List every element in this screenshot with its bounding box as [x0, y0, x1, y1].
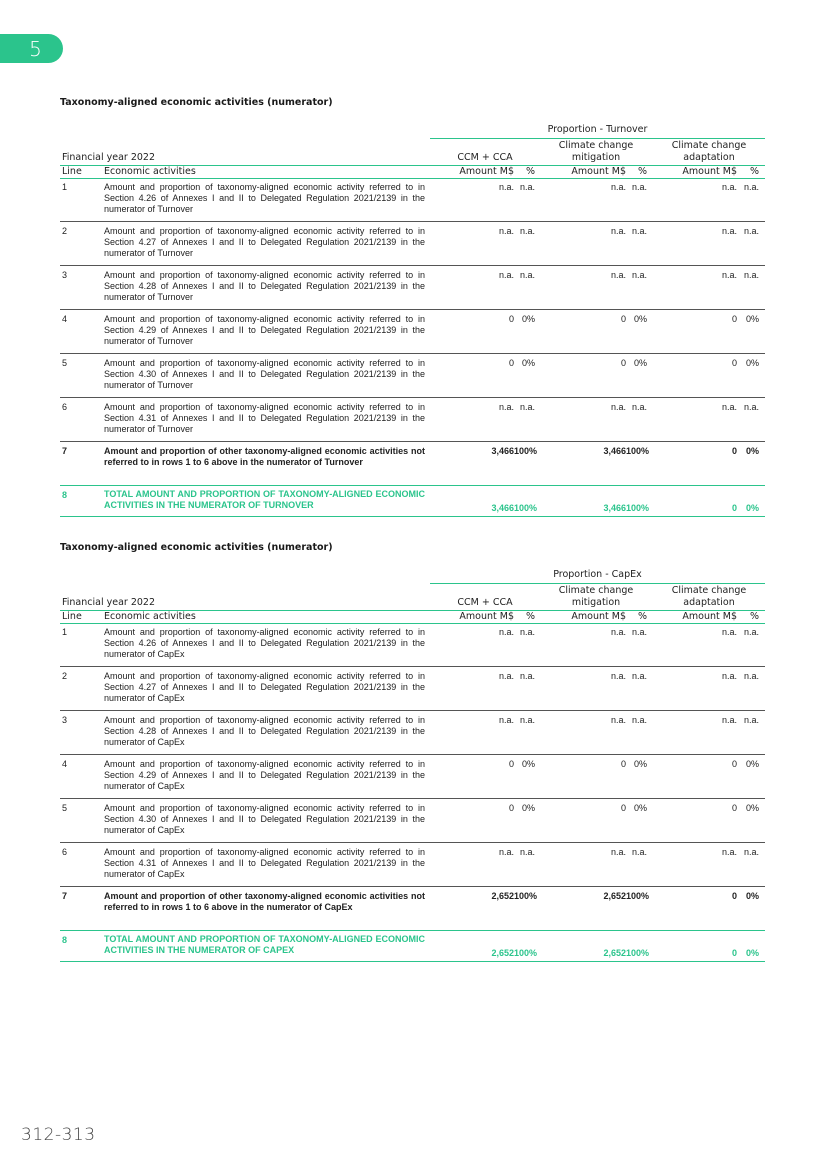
row-amount-adaptation: 0: [731, 314, 737, 324]
row-pct-mitigation: n.a.: [631, 847, 647, 857]
col-amount: Amount M$: [571, 166, 626, 177]
row-pct-mitigation: n.a.: [631, 402, 647, 412]
row-amount-mitigation: n.a.: [610, 182, 626, 192]
row-line: 3: [62, 270, 68, 280]
col-activities: Economic activities: [104, 166, 196, 177]
group-ccm-cca: CCM + CCA: [457, 152, 513, 163]
group-adaptation: Climate change adaptation: [671, 585, 747, 608]
row-amount-ccm-cca: n.a.: [498, 226, 514, 236]
total-amount-adaptation: 0: [731, 948, 737, 958]
total-pct-adaptation: 0%: [745, 503, 759, 513]
row-activity: Amount and proportion of taxonomy-aligned economic activity referred to in Section 4.30 of Annexes I and II to Delegated Regulation 2021/2139 in the numerator of Turnover: [104, 358, 425, 390]
col-amount: Amount M$: [571, 611, 626, 622]
table-row: [60, 442, 765, 486]
total-row: [60, 931, 765, 962]
row-pct-ccm-cca: 100%: [514, 446, 538, 456]
row-amount-ccm-cca: 2,652: [491, 891, 514, 901]
row-amount-ccm-cca: 0: [508, 803, 514, 813]
col-pct: %: [637, 166, 647, 177]
row-pct-adaptation: 0%: [745, 358, 759, 368]
table-body: [60, 178, 765, 517]
col-activities: Economic activities: [104, 611, 196, 622]
row-pct-ccm-cca: 0%: [521, 803, 535, 813]
row-pct-mitigation: 100%: [626, 446, 650, 456]
col-pct: %: [749, 166, 759, 177]
row-amount-adaptation: n.a.: [721, 715, 737, 725]
table-row: [60, 398, 765, 442]
total-pct-ccm-cca: 100%: [514, 948, 538, 958]
row-pct-mitigation: n.a.: [631, 715, 647, 725]
col-amount: Amount M$: [459, 166, 514, 177]
row-amount-mitigation: n.a.: [610, 226, 626, 236]
row-line: 1: [62, 627, 68, 637]
row-activity: Amount and proportion of taxonomy-aligned economic activity referred to in Section 4.27 of Annexes I and II to Delegated Regulation 2021/2139 in the numerator of CapEx: [104, 671, 425, 703]
row-line: 7: [62, 891, 68, 901]
total-pct-mitigation: 100%: [626, 503, 650, 513]
table-row: [60, 799, 765, 843]
row-pct-adaptation: n.a.: [743, 847, 759, 857]
row-line: 6: [62, 402, 68, 412]
row-line: 7: [62, 446, 68, 456]
row-pct-ccm-cca: n.a.: [519, 671, 535, 681]
row-amount-adaptation: 0: [731, 446, 737, 456]
row-pct-ccm-cca: n.a.: [519, 715, 535, 725]
table-row: [60, 310, 765, 354]
table-row: [60, 178, 765, 222]
row-pct-ccm-cca: n.a.: [519, 270, 535, 280]
row-amount-mitigation: 0: [620, 803, 626, 813]
row-pct-adaptation: 0%: [745, 446, 759, 456]
total-amount-adaptation: 0: [731, 503, 737, 513]
col-pct: %: [637, 611, 647, 622]
turnover-table-section: [60, 97, 765, 517]
row-pct-ccm-cca: 0%: [521, 314, 535, 324]
row-amount-adaptation: n.a.: [721, 402, 737, 412]
row-pct-mitigation: 0%: [633, 314, 647, 324]
row-amount-mitigation: 0: [620, 358, 626, 368]
row-amount-ccm-cca: n.a.: [498, 627, 514, 637]
table-row: [60, 623, 765, 667]
row-line: 2: [62, 671, 68, 681]
row-pct-mitigation: 100%: [626, 891, 650, 901]
row-pct-mitigation: n.a.: [631, 671, 647, 681]
row-line: 5: [62, 803, 68, 813]
col-pct: %: [525, 166, 535, 177]
row-amount-adaptation: n.a.: [721, 847, 737, 857]
row-activity: Amount and proportion of taxonomy-aligned economic activity referred to in Section 4.29 of Annexes I and II to Delegated Regulation 2021/2139 in the numerator of Turnover: [104, 314, 425, 346]
total-pct-mitigation: 100%: [626, 948, 650, 958]
col-amount: Amount M$: [682, 611, 737, 622]
row-pct-ccm-cca: n.a.: [519, 182, 535, 192]
chapter-tab: [0, 34, 63, 63]
col-line: Line: [62, 166, 82, 177]
section-title: Taxonomy-aligned economic activities (numerator): [60, 542, 333, 553]
total-amount-mitigation: 2,652: [603, 948, 626, 958]
row-amount-mitigation: n.a.: [610, 847, 626, 857]
total-amount-mitigation: 3,466: [603, 503, 626, 513]
table-header: [60, 124, 765, 178]
row-pct-ccm-cca: 100%: [514, 891, 538, 901]
row-amount-adaptation: 0: [731, 358, 737, 368]
row-amount-adaptation: 0: [731, 803, 737, 813]
table-row: [60, 266, 765, 310]
col-line: Line: [62, 611, 82, 622]
row-amount-mitigation: n.a.: [610, 715, 626, 725]
row-pct-adaptation: n.a.: [743, 627, 759, 637]
table-row: [60, 755, 765, 799]
row-pct-mitigation: n.a.: [631, 226, 647, 236]
row-amount-ccm-cca: n.a.: [498, 402, 514, 412]
row-activity: Amount and proportion of taxonomy-aligned economic activity referred to in Section 4.27 of Annexes I and II to Delegated Regulation 2021/2139 in the numerator of Turnover: [104, 226, 425, 258]
row-activity: Amount and proportion of other taxonomy-aligned economic activities not referred to in rows 1 to 6 above in the numerator of CapEx: [104, 891, 425, 912]
col-pct: %: [749, 611, 759, 622]
row-amount-adaptation: 0: [731, 759, 737, 769]
row-amount-ccm-cca: 0: [508, 314, 514, 324]
table-row: [60, 843, 765, 887]
row-pct-adaptation: 0%: [745, 314, 759, 324]
row-activity: Amount and proportion of other taxonomy-aligned economic activities not referred to in rows 1 to 6 above in the numerator of Turnover: [104, 446, 425, 467]
row-activity: Amount and proportion of taxonomy-aligned economic activity referred to in Section 4.28 of Annexes I and II to Delegated Regulation 2021/2139 in the numerator of CapEx: [104, 715, 425, 747]
row-pct-ccm-cca: n.a.: [519, 847, 535, 857]
row-line: 3: [62, 715, 68, 725]
row-line: 6: [62, 847, 68, 857]
row-amount-ccm-cca: n.a.: [498, 715, 514, 725]
row-amount-mitigation: n.a.: [610, 671, 626, 681]
row-pct-adaptation: n.a.: [743, 270, 759, 280]
row-amount-ccm-cca: 0: [508, 759, 514, 769]
table-row: [60, 887, 765, 931]
total-row: [60, 486, 765, 517]
total-activity: TOTAL AMOUNT AND PROPORTION OF TAXONOMY-ALIGNED ECONOMIC ACTIVITIES IN THE NUMERATOR OF TURNOVER: [104, 489, 425, 510]
row-activity: Amount and proportion of taxonomy-aligned economic activity referred to in Section 4.30 of Annexes I and II to Delegated Regulation 2021/2139 in the numerator of CapEx: [104, 803, 425, 835]
row-amount-mitigation: 0: [620, 314, 626, 324]
total-line: 8: [62, 490, 68, 500]
row-amount-adaptation: n.a.: [721, 270, 737, 280]
row-amount-adaptation: n.a.: [721, 226, 737, 236]
row-amount-mitigation: n.a.: [610, 270, 626, 280]
row-pct-ccm-cca: n.a.: [519, 627, 535, 637]
row-line: 1: [62, 182, 68, 192]
row-pct-adaptation: n.a.: [743, 715, 759, 725]
row-activity: Amount and proportion of taxonomy-aligned economic activity referred to in Section 4.28 of Annexes I and II to Delegated Regulation 2021/2139 in the numerator of Turnover: [104, 270, 425, 302]
group-ccm-cca: CCM + CCA: [457, 597, 513, 608]
row-amount-mitigation: 0: [620, 759, 626, 769]
row-line: 4: [62, 314, 68, 324]
row-pct-mitigation: n.a.: [631, 182, 647, 192]
financial-year: Financial year 2022: [62, 152, 156, 163]
total-amount-ccm-cca: 3,466: [491, 503, 514, 513]
row-pct-adaptation: 0%: [745, 759, 759, 769]
table-header: [60, 569, 765, 623]
row-pct-mitigation: 0%: [633, 803, 647, 813]
row-amount-mitigation: 2,652: [603, 891, 626, 901]
row-pct-ccm-cca: n.a.: [519, 226, 535, 236]
row-amount-adaptation: n.a.: [721, 627, 737, 637]
row-line: 4: [62, 759, 68, 769]
row-pct-adaptation: n.a.: [743, 402, 759, 412]
row-activity: Amount and proportion of taxonomy-aligned economic activity referred to in Section 4.31 of Annexes I and II to Delegated Regulation 2021/2139 in the numerator of CapEx: [104, 847, 425, 879]
row-pct-mitigation: 0%: [633, 358, 647, 368]
row-amount-adaptation: n.a.: [721, 182, 737, 192]
row-pct-adaptation: 0%: [745, 891, 759, 901]
row-pct-mitigation: 0%: [633, 759, 647, 769]
chapter-number: 5: [29, 36, 42, 61]
table-row: [60, 711, 765, 755]
row-pct-adaptation: 0%: [745, 803, 759, 813]
row-amount-ccm-cca: n.a.: [498, 182, 514, 192]
row-pct-adaptation: n.a.: [743, 671, 759, 681]
total-amount-ccm-cca: 2,652: [491, 948, 514, 958]
row-pct-adaptation: n.a.: [743, 182, 759, 192]
row-amount-adaptation: n.a.: [721, 671, 737, 681]
table-body: [60, 623, 765, 962]
total-line: 8: [62, 935, 68, 945]
column-headers: [60, 165, 765, 179]
col-amount: Amount M$: [459, 611, 514, 622]
group-adaptation: Climate change adaptation: [671, 140, 747, 163]
table-row: [60, 667, 765, 711]
row-line: 2: [62, 226, 68, 236]
row-amount-ccm-cca: n.a.: [498, 847, 514, 857]
row-activity: Amount and proportion of taxonomy-aligned economic activity referred to in Section 4.26 of Annexes I and II to Delegated Regulation 2021/2139 in the numerator of Turnover: [104, 182, 425, 214]
row-pct-ccm-cca: 0%: [521, 759, 535, 769]
col-amount: Amount M$: [682, 166, 737, 177]
row-amount-adaptation: 0: [731, 891, 737, 901]
row-amount-ccm-cca: 0: [508, 358, 514, 368]
row-pct-adaptation: n.a.: [743, 226, 759, 236]
row-pct-mitigation: n.a.: [631, 270, 647, 280]
proportion-header: Proportion - CapEx: [430, 569, 765, 584]
column-headers: [60, 610, 765, 624]
row-activity: Amount and proportion of taxonomy-aligned economic activity referred to in Section 4.29 of Annexes I and II to Delegated Regulation 2021/2139 in the numerator of CapEx: [104, 759, 425, 791]
total-pct-ccm-cca: 100%: [514, 503, 538, 513]
row-amount-ccm-cca: n.a.: [498, 671, 514, 681]
row-activity: Amount and proportion of taxonomy-aligned economic activity referred to in Section 4.31 of Annexes I and II to Delegated Regulation 2021/2139 in the numerator of Turnover: [104, 402, 425, 434]
row-pct-ccm-cca: n.a.: [519, 402, 535, 412]
group-mitigation: Climate change mitigation: [558, 140, 634, 163]
group-mitigation: Climate change mitigation: [558, 585, 634, 608]
total-pct-adaptation: 0%: [745, 948, 759, 958]
page-number: 312-313: [21, 1125, 96, 1145]
table-row: [60, 354, 765, 398]
total-activity: TOTAL AMOUNT AND PROPORTION OF TAXONOMY-ALIGNED ECONOMIC ACTIVITIES IN THE NUMERATOR OF CAPEX: [104, 934, 425, 955]
proportion-header: Proportion - Turnover: [430, 124, 765, 139]
col-pct: %: [525, 611, 535, 622]
row-amount-mitigation: 3,466: [603, 446, 626, 456]
capex-table-section: [60, 542, 765, 962]
row-amount-mitigation: n.a.: [610, 402, 626, 412]
row-activity: Amount and proportion of taxonomy-aligned economic activity referred to in Section 4.26 of Annexes I and II to Delegated Regulation 2021/2139 in the numerator of CapEx: [104, 627, 425, 659]
row-pct-ccm-cca: 0%: [521, 358, 535, 368]
row-amount-ccm-cca: 3,466: [491, 446, 514, 456]
row-amount-ccm-cca: n.a.: [498, 270, 514, 280]
table-row: [60, 222, 765, 266]
financial-year: Financial year 2022: [62, 597, 156, 608]
row-amount-mitigation: n.a.: [610, 627, 626, 637]
row-line: 5: [62, 358, 68, 368]
row-pct-mitigation: n.a.: [631, 627, 647, 637]
section-title: Taxonomy-aligned economic activities (numerator): [60, 97, 333, 108]
